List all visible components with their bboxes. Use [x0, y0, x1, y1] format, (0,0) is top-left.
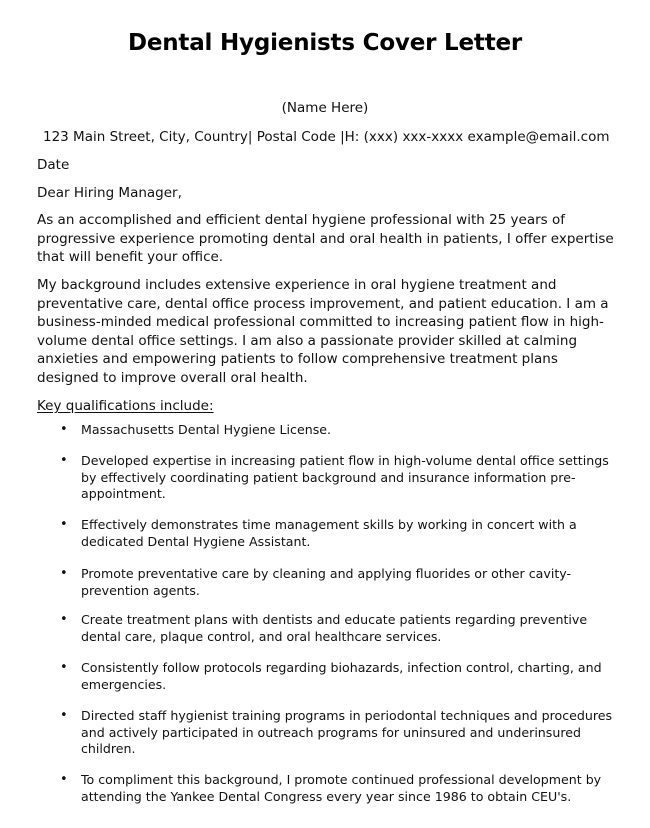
qualification-text: Create treatment plans with dentists and educate patients regarding preventive dental care, plaque control, and oral healthcare services.: [81, 612, 588, 644]
bullet-icon: •: [60, 517, 68, 532]
document-title: Dental Hygienists Cover Letter: [127, 30, 523, 56]
bullet-icon: •: [60, 422, 68, 437]
qualification-text: To compliment this background, I promote continued professional development by attending the Yankee Dental Congress every year since 1986 to obtain CEU's.: [81, 772, 602, 804]
qualification-text: Promote preventative care by cleaning and applying fluorides or other cavity-prevention agents.: [81, 566, 572, 598]
intro-paragraph: As an accomplished and efficient dental hygiene professional with 25 years of progressive experience promoting dental and oral health in patients, I offer expertise that will benefit your office.: [37, 212, 614, 266]
qualification-text: Consistently follow protocols regarding biohazards, infection control, charting, and emergencies.: [81, 660, 602, 692]
applicant-name: (Name Here): [281, 100, 369, 116]
contact-line: 123 Main Street, City, Country| Postal Code |H: (xxx) xxx-xxxx example@email.com: [43, 129, 610, 145]
bullet-icon: •: [60, 772, 68, 787]
salutation: Dear Hiring Manager,: [37, 185, 182, 201]
bullet-icon: •: [60, 708, 68, 723]
qualification-text: Developed expertise in increasing patient flow in high-volume dental office settings by effectively coordinating patient background and insurance information pre-appointment.: [81, 453, 609, 502]
qualification-text: Directed staff hygienist training programs in periodontal techniques and procedures and actively participated in outreach programs for uninsured and underinsured children.: [81, 708, 613, 757]
date-line: Date: [37, 157, 70, 173]
bullet-icon: •: [60, 612, 68, 627]
qualifications-heading: Key qualifications include:: [37, 398, 214, 414]
bullet-icon: •: [60, 566, 68, 581]
qualification-text: Effectively demonstrates time management skills by working in concert with a dedicated Dental Hygiene Assistant.: [81, 517, 577, 549]
bullet-icon: •: [60, 453, 68, 468]
bullet-icon: •: [60, 660, 68, 675]
qualification-text: Massachusetts Dental Hygiene License.: [81, 422, 332, 437]
background-paragraph: My background includes extensive experience in oral hygiene treatment and preventative care, dental office process improvement, and patient education. I am a business-minded medical professional committed to increasing patient flow in high-volume dental office settings. I am also a passionate provider skilled at calming anxieties and empowering patients to follow comprehensive treatment plans designed to improve overall oral health.: [37, 277, 609, 386]
